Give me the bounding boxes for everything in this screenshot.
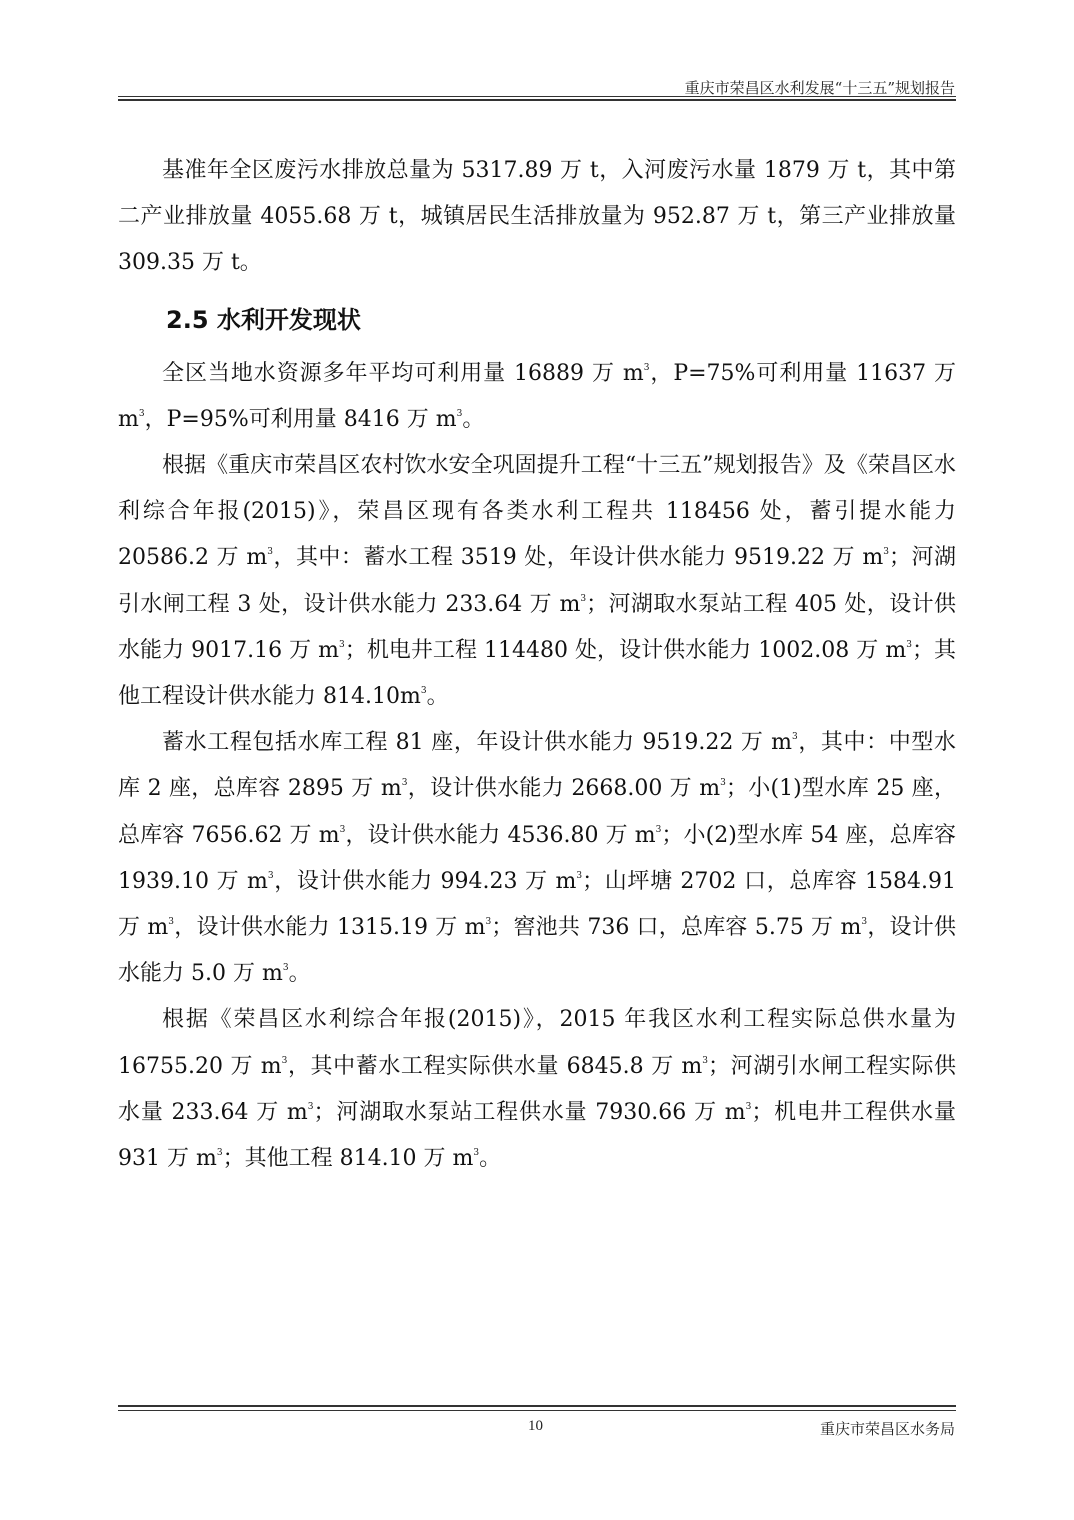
superscript-cubic: 3	[282, 963, 289, 974]
superscript-cubic: 3	[168, 917, 175, 928]
superscript-cubic: 3	[138, 408, 145, 419]
superscript-cubic: 3	[339, 639, 345, 650]
superscript-cubic: 3	[906, 639, 912, 650]
header-rule-thick	[118, 99, 956, 101]
paragraph-water-projects: 根据《重庆市荣昌区农村饮水安全巩固提升工程“十三五”规划报告》及《荣昌区水利综合年报(2015)》，荣昌区现有各类水利工程共 118456 处，蓄引提水能力 20586.2 万 $m^3$，其中：蓄水工程 3519 处，年设计供水能力 9519.22 万 $m^3$；河湖引水闸工程 3 处，设计供水能力 233.64 万 $m^3$；河湖取水泵站工程 405 处，设计供水能力 9017.16 万 $m^3$；机电井工程 114480 处，设计供水能力 1002.08 万 $m^3$；其他工程设计供水能力 $814.10m^3$。	[118, 453, 956, 710]
footer-rule-thick	[118, 1405, 956, 1407]
paragraph-water-resources: 全区当地水资源多年平均可利用量 16889 万 $m^3$，P=75%可利用量 11637 万 $m^3$，P=95%可利用量 8416 万 $m^3$。	[118, 360, 957, 432]
paragraph-actual-supply: 根据《荣昌区水利综合年报(2015)》，2015 年我区水利工程实际总供水量为 16755.20 万 $m^3$，其中蓄水工程实际供水量 6845.8 万 $m^3$；河湖引水闸工程实际供水量 233.64 万 $m^3$；河湖取水泵站工程供水量 7930.66 万 $m^3$；机电井工程供水量 931 万 $m^3$；其他工程 814.10 万 $m^3$。	[118, 1007, 956, 1172]
footer-rule	[118, 1410, 956, 1411]
superscript-cubic: 3	[702, 1055, 709, 1066]
header-rule	[118, 96, 956, 97]
superscript-cubic: 3	[883, 547, 890, 558]
superscript-cubic: 3	[745, 1101, 752, 1112]
superscript-cubic: 3	[281, 1055, 288, 1066]
superscript-cubic: 3	[720, 778, 726, 789]
superscript-cubic: 3	[339, 824, 346, 835]
superscript-cubic: 3	[791, 732, 798, 743]
superscript-cubic: 3	[267, 870, 274, 881]
superscript-cubic: 3	[861, 917, 868, 928]
superscript-cubic: 3	[473, 1148, 480, 1159]
page-number: 10	[528, 1418, 543, 1434]
superscript-cubic: 3	[401, 778, 408, 789]
superscript-cubic: 3	[307, 1101, 314, 1112]
section-heading: 2.5 水利开发现状	[166, 305, 361, 334]
superscript-cubic: 3	[267, 547, 273, 558]
superscript-cubic: 3	[485, 917, 492, 928]
running-header-title: 重庆市荣昌区水利发展“十三五”规划报告	[684, 79, 955, 97]
superscript-cubic: 3	[420, 686, 427, 697]
superscript-cubic: 3	[216, 1148, 223, 1159]
superscript-cubic: 3	[643, 362, 650, 373]
superscript-cubic: 3	[456, 408, 463, 419]
paragraph-wastewater: 基准年全区废污水排放总量为 5317.89 万 t，入河废污水量 1879 万 t，其中第二产业排放量 4055.68 万 t，城镇居民生活排放量为 952.87 万 t，第三产业排放量 309.35 万 t。	[118, 158, 956, 276]
paragraph-storage-projects: 蓄水工程包括水库工程 81 座，年设计供水能力 9519.22 万 $m^3$，其中：中型水库 2 座，总库容 2895 万 $m^3$，设计供水能力 2668.00 万 $m^3$；小(1)型水库 25 座，总库容 7656.62 万 $m^3$，设计供水能力 4536.80 万 $m^3$；小(2)型水库 54 座，总库容 1939.10 万 $m^3$，设计供水能力 994.23 万 $m^3$；山坪塘 2702 口，总库容 1584.91 万 $m^3$，设计供水能力 1315.19 万 $m^3$；窖池共 736 口，总库容 5.75 万 $m^3$，设计供水能力 5.0 万 $m^3$。	[118, 730, 957, 987]
superscript-cubic: 3	[655, 824, 662, 835]
superscript-cubic: 3	[580, 593, 587, 604]
footer-organization: 重庆市荣昌区水务局	[819, 1420, 955, 1438]
superscript-cubic: 3	[576, 870, 583, 881]
body-text	[118, 148, 956, 1182]
